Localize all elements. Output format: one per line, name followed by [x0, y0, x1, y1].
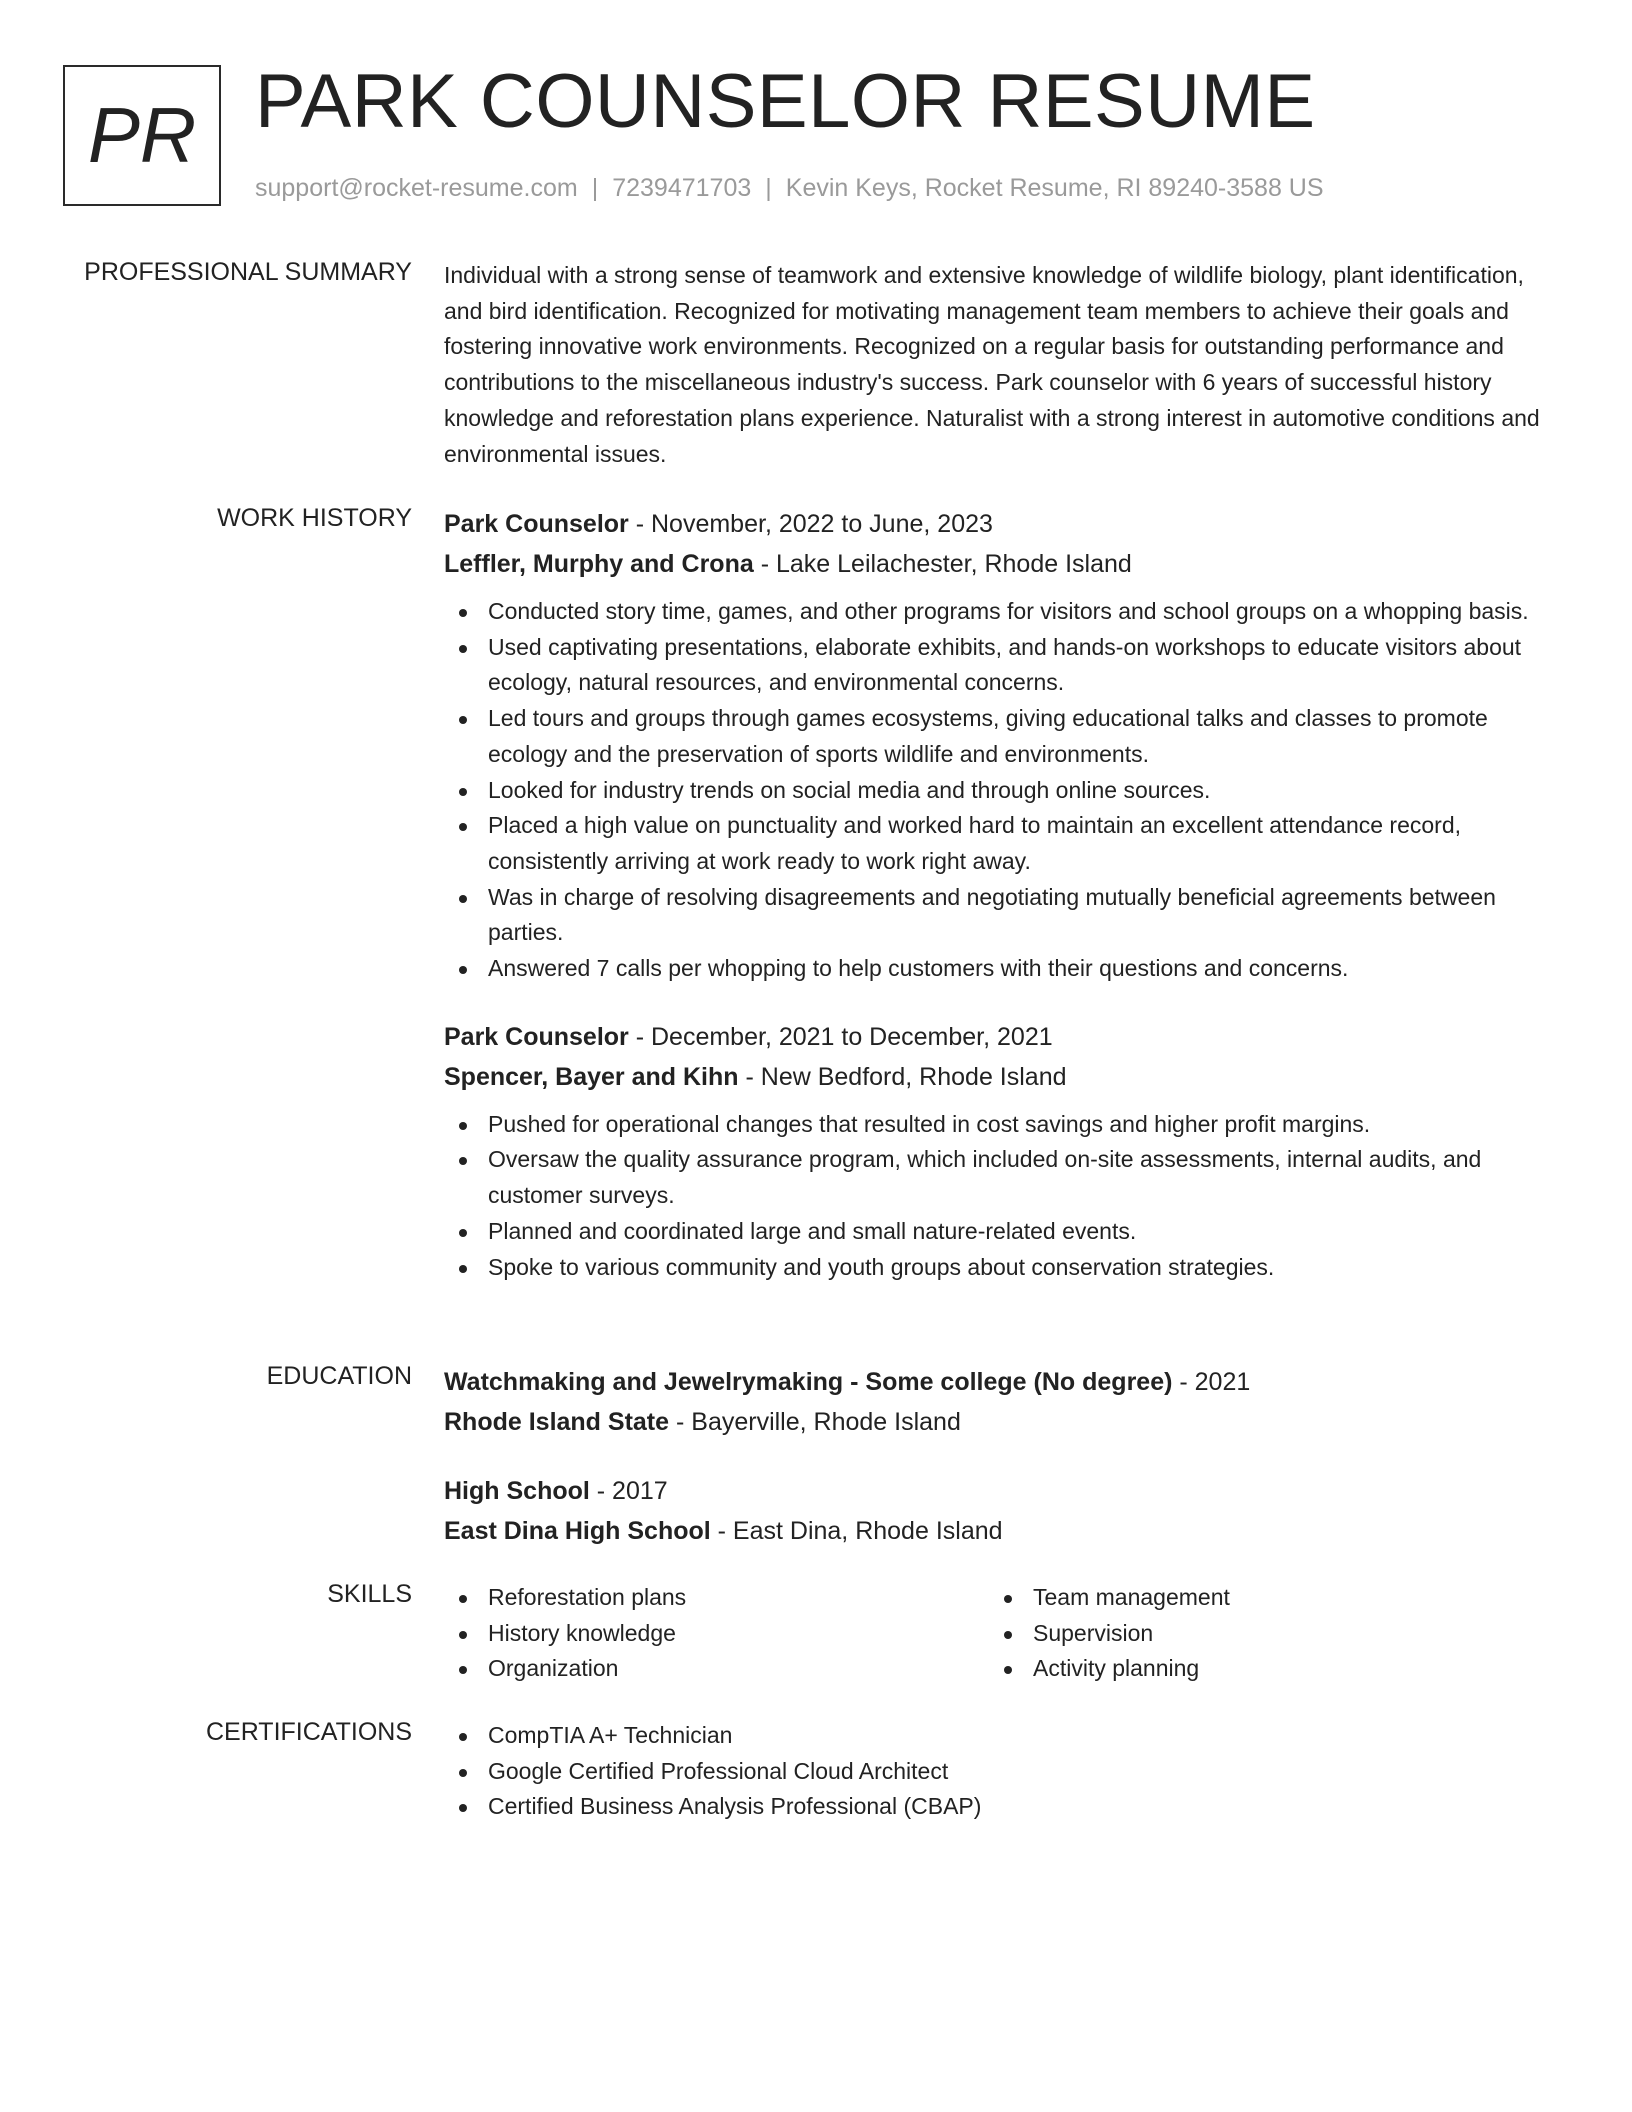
- contact-separator: |: [591, 174, 599, 202]
- section-body: [444, 504, 1554, 1285]
- skills-grid: [444, 1580, 1554, 1687]
- list-item: Used captivating presentations, elaborate exhibits, and hands-on workshops to educate visitors about ecology, natural resources, and environmental concerns.: [444, 630, 1554, 701]
- job-duties: [444, 1107, 1554, 1286]
- degree-line: [444, 1471, 1554, 1511]
- certifications-list: [444, 1718, 1554, 1825]
- section-body: [444, 258, 1554, 472]
- job-location: - Lake Leilachester, Rhode Island: [753, 550, 1132, 578]
- list-item: Answered 7 calls per whopping to help customers with their questions and concerns.: [444, 951, 1554, 987]
- monogram-logo: PR: [63, 65, 221, 206]
- contact-phone[interactable]: 7239471703: [612, 174, 752, 202]
- section-heading: WORK HISTORY: [217, 504, 412, 532]
- contact-address: Kevin Keys, Rocket Resume, RI 89240-3588 US: [785, 174, 1324, 202]
- section-body: [444, 1362, 1554, 1551]
- skills-column-right: [989, 1580, 1534, 1687]
- list-item: Supervision: [989, 1616, 1534, 1652]
- job-title: Park Counselor: [444, 1022, 629, 1051]
- summary-text: Individual with a strong sense of teamwork and extensive knowledge of wildlife biology, plant identification, and bird identification. Recognized for motivating management team members to achieve their goals and fostering innovative work environments. Recognized on a regular basis for outstanding performance and contributions to the miscellaneous industry's success. Park counselor with 6 years of successful history knowledge and reforestation plans experience. Naturalist with a strong interest in automotive conditions and environmental issues.: [444, 262, 1540, 467]
- degree: Watchmaking and Jewelrymaking - Some college (No degree): [444, 1368, 1173, 1396]
- job-duties: [444, 594, 1554, 987]
- list-item: Led tours and groups through games ecosystems, giving educational talks and classes to promote ecology and the preservation of sports wildlife and environments.: [444, 701, 1554, 772]
- section-heading: CERTIFICATIONS: [205, 1718, 412, 1746]
- job-company: Spencer, Bayer and Kihn: [444, 1062, 739, 1091]
- education-entry: [444, 1362, 1554, 1442]
- school-location: - East Dina, Rhode Island: [710, 1517, 1003, 1545]
- list-item: Was in charge of resolving disagreements and negotiating mutually beneficial agreements between parties.: [444, 880, 1554, 951]
- job-company-line: [444, 544, 1554, 584]
- contact-line: [255, 174, 1324, 203]
- skills-column-left: [444, 1580, 989, 1687]
- contact-email[interactable]: support@rocket-resume.com: [255, 174, 578, 202]
- section-heading: EDUCATION: [266, 1362, 412, 1390]
- school-line: [444, 1511, 1554, 1551]
- list-item: Conducted story time, games, and other programs for visitors and school groups on a whopping basis.: [444, 594, 1554, 630]
- resume-title: PARK COUNSELOR RESUME: [255, 59, 1316, 144]
- school-line: [444, 1402, 1554, 1442]
- section-body: [444, 1718, 1554, 1825]
- list-item: Planned and coordinated large and small nature-related events.: [444, 1214, 1554, 1250]
- school-location: - Bayerville, Rhode Island: [669, 1408, 961, 1436]
- list-item: Google Certified Professional Cloud Architect: [444, 1754, 1554, 1790]
- graduation-year: - 2021: [1172, 1368, 1251, 1396]
- list-item: CompTIA A+ Technician: [444, 1718, 1554, 1754]
- job-dates: - December, 2021 to December, 2021: [628, 1022, 1053, 1051]
- list-item: Team management: [989, 1580, 1534, 1616]
- school: East Dina High School: [444, 1517, 711, 1545]
- list-item: Spoke to various community and youth groups about conservation strategies.: [444, 1250, 1554, 1286]
- list-item: Reforestation plans: [444, 1580, 989, 1616]
- job-company: Leffler, Murphy and Crona: [444, 550, 754, 578]
- list-item: Placed a high value on punctuality and worked hard to maintain an excellent attendance record, consistently arriving at work ready to work right away.: [444, 808, 1554, 879]
- school: Rhode Island State: [444, 1408, 670, 1436]
- list-item: Looked for industry trends on social media and through online sources.: [444, 773, 1554, 809]
- list-item: Activity planning: [989, 1651, 1534, 1687]
- job-entry: [444, 1017, 1554, 1286]
- job-location: - New Bedford, Rhode Island: [738, 1062, 1067, 1091]
- contact-separator: |: [765, 174, 772, 202]
- job-company-line: [444, 1057, 1554, 1097]
- job-title-line: [444, 1017, 1554, 1057]
- degree-line: [444, 1362, 1554, 1402]
- job-entry: [444, 504, 1554, 987]
- job-dates: - November, 2022 to June, 2023: [628, 510, 993, 538]
- job-title: Park Counselor: [444, 510, 629, 538]
- graduation-year: - 2017: [589, 1477, 668, 1505]
- education-entry: [444, 1471, 1554, 1551]
- job-title-line: [444, 504, 1554, 544]
- list-item: Pushed for operational changes that resulted in cost savings and higher profit margins.: [444, 1107, 1554, 1143]
- list-item: Organization: [444, 1651, 989, 1687]
- degree: High School: [444, 1477, 590, 1505]
- section-heading: PROFESSIONAL SUMMARY: [84, 258, 412, 286]
- list-item: Certified Business Analysis Professional (CBAP): [444, 1789, 1554, 1825]
- list-item: Oversaw the quality assurance program, which included on-site assessments, internal audits, and customer surveys.: [444, 1142, 1554, 1213]
- list-item: History knowledge: [444, 1616, 989, 1652]
- section-heading: SKILLS: [327, 1580, 412, 1608]
- section-body: [444, 1580, 1554, 1687]
